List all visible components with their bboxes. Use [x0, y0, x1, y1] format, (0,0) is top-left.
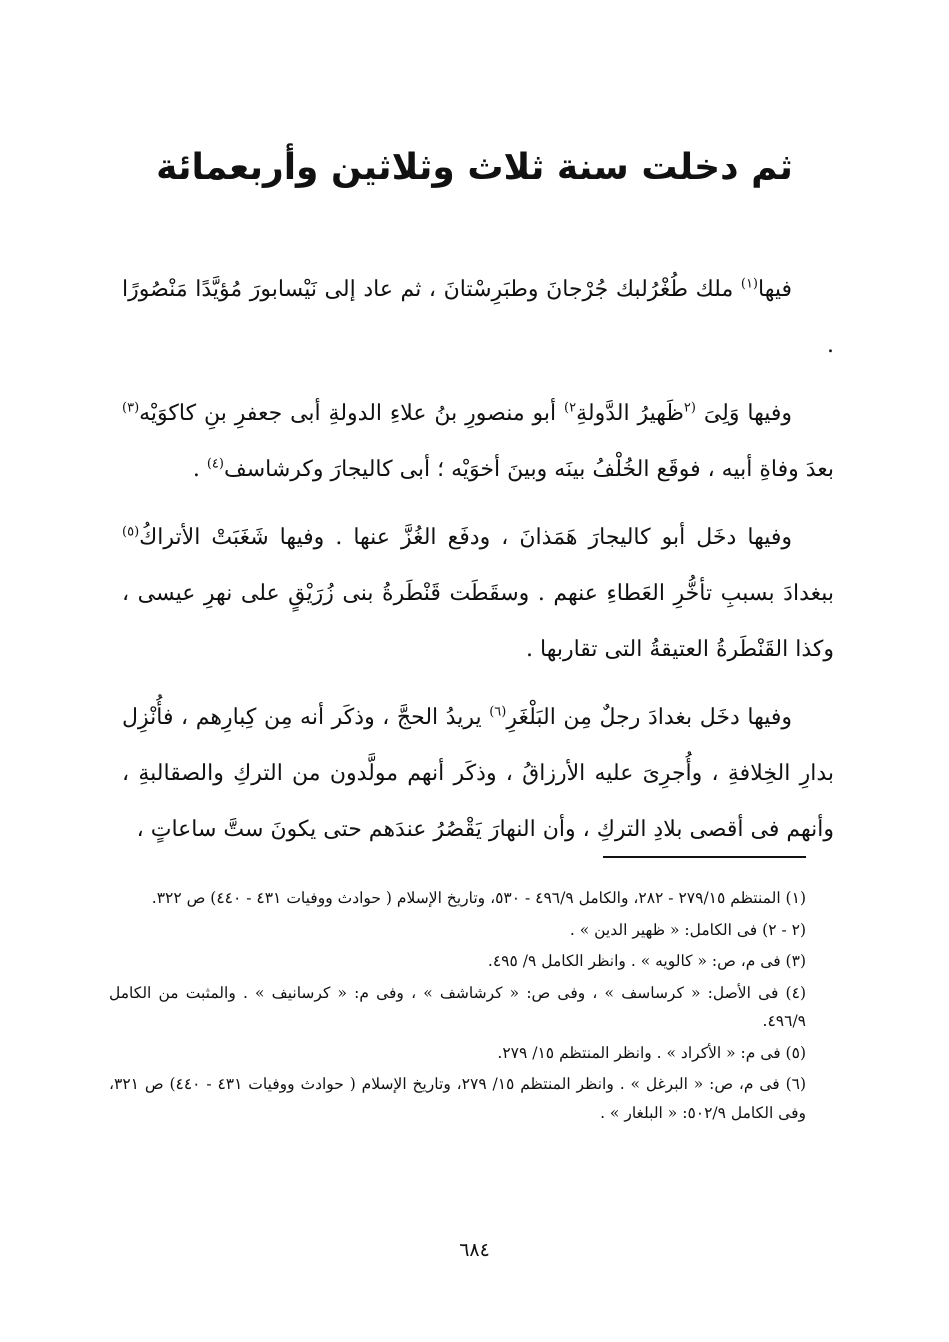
paragraph-text: ملك طُغْرُلبك جُرْجانَ وطبَرِسْتانَ ، ثم عاد إلى نَيْسابورَ مُؤيَّدًا مَنْصُورًا .	[122, 277, 834, 358]
footnote-reference[interactable]: (١)	[740, 276, 758, 292]
footnotes	[109, 884, 806, 1130]
footnote-reference[interactable]: (٤)	[206, 456, 224, 472]
paragraph	[122, 690, 834, 858]
footnote-reference[interactable]: (٦)	[489, 704, 507, 720]
footnote: (٤) فى الأصل: « كرساسف » ، وفى ص: « كرشاشف » ، وفى م: « كرسانيف » . والمثبت من الكامل ٤٩٦/٩.	[109, 983, 806, 1030]
chapter-title: ثم دخلت سنة ثلاث وثلاثين وأربعمائة	[156, 147, 793, 188]
footnote-reference[interactable]: (٣)	[122, 400, 140, 416]
paragraph-text: وفيها وَلِىَ	[695, 401, 793, 426]
paragraph-text: ببغدادَ بسببِ تأخُّرِ العَطاءِ عنهم . وسقَطَت قَنْطَرةُ بنى زُرَيْقٍ على نهرِ عيسى ، وكذا القَنْطَرةُ العتيقةُ التى تقاربها .	[122, 581, 834, 662]
footnote-reference[interactable]: (٢	[683, 400, 696, 416]
paragraph-text: وفيها دخَل بغدادَ رجلٌ مِن البَلْغَرِ	[506, 705, 792, 730]
paragraph-text: .	[192, 457, 207, 482]
footnote: (٢ - ٢) فى الكامل: « ظهير الدين » .	[569, 920, 806, 939]
paragraph	[122, 386, 834, 498]
paragraph-text: يريدُ الحجَّ ، وذكَر أنه مِن كِبارِهم ، فأُنْزِل بدارِ الخِلافةِ ، وأُجرِىَ عليه الأرزاقُ ، وذكَر أنهم مولَّدون من التركِ والصقالبةِ ، وأنهم فى أقصى بلادِ التركِ ، وأن النهارَ يَقْصُرُ عندَهم حتى يكونَ ستَّ ساعاتٍ ،	[122, 705, 834, 842]
paragraph-text: وفيها دخَل أبو كاليجارَ هَمَذانَ ، ودفَع الغُزَّ عنها . وفيها شَغَبَتْ الأتراكُ	[139, 525, 792, 550]
paragraph	[122, 262, 834, 374]
paragraph	[122, 510, 834, 678]
footnote-separator	[603, 856, 806, 858]
footnote: (٦) فى م، ص: « البرغل » . وانظر المنتظم ١٥/ ٢٧٩، وتاريخ الإسلام ( حوادث ووفيات ٤٣١ - ٤٤٠) ص ٣٢١، وفى الكامل ٥٠٢/٩: « البلغار » .	[109, 1075, 807, 1122]
footnote: (٣) فى م، ص: « كالويه » . وانظر الكامل ٩/ ٤٩٥.	[487, 952, 806, 970]
footnote: (٥) فى م: « الأكراد » . وانظر المنتظم ١٥/ ٢٧٩.	[497, 1043, 806, 1062]
paragraph-text: أبو منصورِ بنُ علاءِ الدولةِ أبى جعفرِ بنِ كاكوَيْه	[139, 401, 565, 426]
paragraph-text: فيها	[758, 277, 792, 302]
footnote-reference[interactable]: (٥)	[122, 524, 140, 540]
main-text	[122, 262, 834, 870]
footnote-reference[interactable]: ٢)	[564, 400, 577, 416]
paragraph-text: بعدَ وفاةِ أبيه ، فوقَع الخُلْفُ بينَه وبينَ أخوَيْه ؛ أبى كاليجارَ وكرشاسف	[223, 457, 834, 482]
paragraph-text: ظَهيرُ الدَّولةِ	[576, 401, 684, 426]
page-number: ٦٨٤	[459, 1239, 490, 1261]
footnote: (١) المنتظم ٢٧٩/١٥ - ٢٨٢، والكامل ٤٩٦/٩ - ٥٣٠، وتاريخ الإسلام ( حوادث ووفيات ٤٣١ - ٤٤٠) ص ٣٢٢.	[151, 889, 806, 907]
